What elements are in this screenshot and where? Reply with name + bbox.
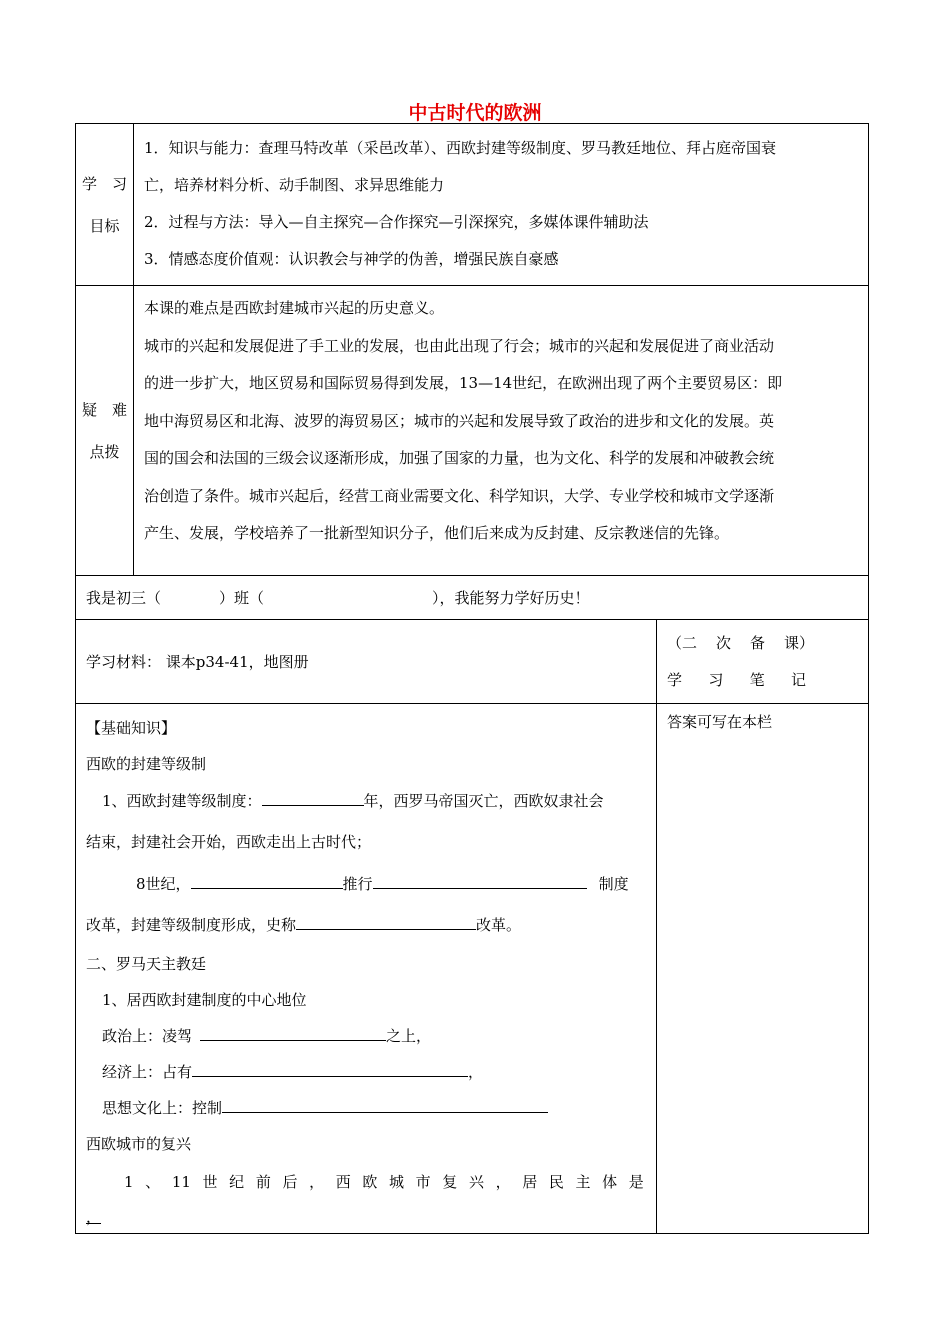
intro-row <box>76 576 869 620</box>
note-char: 学 <box>667 670 683 689</box>
q4-char: 主 <box>575 1173 591 1191</box>
difficulty-line: 本课的难点是西欧封建城市兴起的历史意义。 <box>144 299 445 317</box>
question-culture <box>86 1090 648 1126</box>
question-1 <box>86 782 648 820</box>
q2-text-4: 改革，封建等级制度形成，史称 <box>86 916 297 934</box>
q1-text: 1、西欧封建等级制度： <box>102 792 262 810</box>
goals-label-line-2: 目标 <box>89 216 120 235</box>
answer-column[interactable] <box>657 704 869 1234</box>
q4-char: 城 <box>389 1173 405 1191</box>
difficulty-line: 治创造了条件。城市兴起后，经营工商业需要文化、科学知识，大学、专业学校和城市文学逐渐 <box>144 486 775 505</box>
q4-char: ， <box>309 1173 325 1191</box>
economy-text-2: ， <box>468 1063 484 1081</box>
lesson-table <box>75 123 869 1234</box>
goal-line: 亡，培养材料分析、动手制图、求异思维能力 <box>144 176 445 194</box>
question-4 <box>86 1162 648 1202</box>
question-4-cont <box>86 1202 648 1232</box>
q4-char: 后 <box>282 1173 298 1191</box>
q2-text: 8世纪， <box>136 875 191 893</box>
question-politics <box>86 1018 648 1054</box>
difficulty-line: 城市的兴起和发展促进了手工业的发展，也由此出现了行会；城市的兴起和发展促进了商业活动 <box>144 336 775 355</box>
q4-char: 居 <box>522 1173 538 1191</box>
difficulty-label-line-1: 疑 难 <box>81 400 127 419</box>
study-notes-label <box>667 662 858 699</box>
q4-char: ， <box>495 1173 511 1191</box>
blank-system[interactable] <box>373 872 587 889</box>
q4-char: 前 <box>255 1173 271 1191</box>
note-char: 习 <box>708 670 724 689</box>
q4-char: 市 <box>415 1173 431 1191</box>
politics-text: 政治上：凌驾 <box>102 1027 193 1045</box>
q4-char: 11 <box>171 1173 191 1191</box>
q4-char: 世 <box>202 1173 218 1191</box>
basic-row <box>76 704 869 1234</box>
goal-line: 3．情感态度价值观：认识教会与神学的伪善，增强民族自豪感 <box>144 250 559 268</box>
blank-year[interactable] <box>262 789 364 806</box>
culture-text: 思想文化上：控制 <box>102 1099 223 1117</box>
difficulty-line: 国的国会和法国的三级会议逐渐形成，加强了国家的力量，也为文化、科学的发展和冲破教会统 <box>144 449 775 467</box>
q4-char: 民 <box>548 1173 564 1191</box>
q4-char: 复 <box>442 1173 458 1191</box>
difficulty-label <box>76 286 134 576</box>
q2-text-5: 改革。 <box>476 916 522 934</box>
difficulty-line: 地中海贸易区和北海、波罗的海贸易区；城市的兴起和发展导致了政治的进步和文化的发展。英 <box>144 411 775 430</box>
materials-text: 学习材料： 课本p34-41，地图册 <box>86 653 309 671</box>
blank-culture[interactable] <box>222 1096 548 1113</box>
question-2-cont <box>86 904 648 946</box>
intro-pledge: ），我能努力学好历史！ <box>432 589 590 607</box>
note-char: 备 <box>749 633 765 652</box>
section-feudal-hierarchy: 西欧的封建等级制 <box>86 755 207 773</box>
blank-economy[interactable] <box>192 1060 468 1077</box>
answer-hint: 答案可写在本栏 <box>667 713 773 731</box>
question-2 <box>86 864 648 904</box>
q4-blank-comma: ， <box>86 1208 102 1226</box>
note-char: 课） <box>783 633 814 652</box>
politics-text-2: 之上， <box>386 1027 432 1045</box>
q4-char: 体 <box>602 1173 618 1191</box>
goal-line: 2．过程与方法：导入—自主探究—合作探究—引深探究，多媒体课件辅助法 <box>144 213 649 231</box>
intro-line <box>76 576 869 620</box>
difficulty-line: 的进一步扩大，地区贸易和国际贸易得到发展，13—14世纪，在欧洲出现了两个主要贸易区：即 <box>144 374 783 392</box>
question-economy <box>86 1054 648 1090</box>
q2-text-3: 制度 <box>598 875 629 893</box>
question-1-cont: 结束，封建社会开始，西欧走出上古时代； <box>86 833 372 851</box>
materials-cell <box>76 620 657 704</box>
difficulty-label-line-2: 点拨 <box>89 442 120 461</box>
q4-char: 1 <box>124 1173 134 1191</box>
note-char: 笔 <box>749 670 765 689</box>
q4-char: 、 <box>145 1173 161 1191</box>
q4-char: 西 <box>335 1173 351 1191</box>
q4-char: 兴 <box>468 1173 484 1191</box>
goals-label-line-1: 学 习 <box>81 174 127 193</box>
blank-politics[interactable] <box>200 1024 386 1041</box>
blank-person[interactable] <box>191 872 343 889</box>
q1-text-2: 年，西罗马帝国灭亡，西欧奴隶社会 <box>363 792 604 810</box>
blank-reform[interactable] <box>296 913 476 930</box>
section-roman-church: 二、罗马天主教廷 <box>86 955 207 973</box>
goal-line: 1．知识与能力：查理马特改革（采邑改革）、西欧封建等级制度、罗马教廷地位、拜占庭帝国衰 <box>144 139 777 157</box>
q4-char: 纪 <box>229 1173 245 1191</box>
difficulty-row <box>76 286 869 576</box>
page-title: 中古时代的欧洲 <box>408 102 542 124</box>
basic-knowledge <box>76 704 657 1234</box>
second-prep-label <box>667 625 858 662</box>
intro-grade-label: 我是初三（ <box>86 589 162 607</box>
goals-content <box>134 124 869 286</box>
difficulty-line: 产生、发展，学校培养了一批新型知识分子，他们后来成为反封建、反宗教迷信的先锋。 <box>144 524 730 542</box>
difficulty-content <box>134 286 869 576</box>
note-char: 记 <box>790 670 806 689</box>
q4-char: 是 <box>628 1173 644 1191</box>
q4-char: 欧 <box>362 1173 378 1191</box>
section-city-revival: 西欧城市的复兴 <box>86 1135 192 1153</box>
goals-row <box>76 124 869 286</box>
materials-row <box>76 620 869 704</box>
economy-text: 经济上：占有 <box>102 1063 193 1081</box>
basic-heading: 【基础知识】 <box>86 719 177 737</box>
question-3: 1、居西欧封建制度的中心地位 <box>102 991 307 1009</box>
intro-class-label: ）班（ <box>219 589 265 607</box>
notes-header <box>657 620 869 704</box>
q2-text-2: 推行 <box>342 875 373 893</box>
goals-label <box>76 124 134 286</box>
note-char: 次 <box>715 633 731 652</box>
note-char: （二 <box>667 633 698 652</box>
